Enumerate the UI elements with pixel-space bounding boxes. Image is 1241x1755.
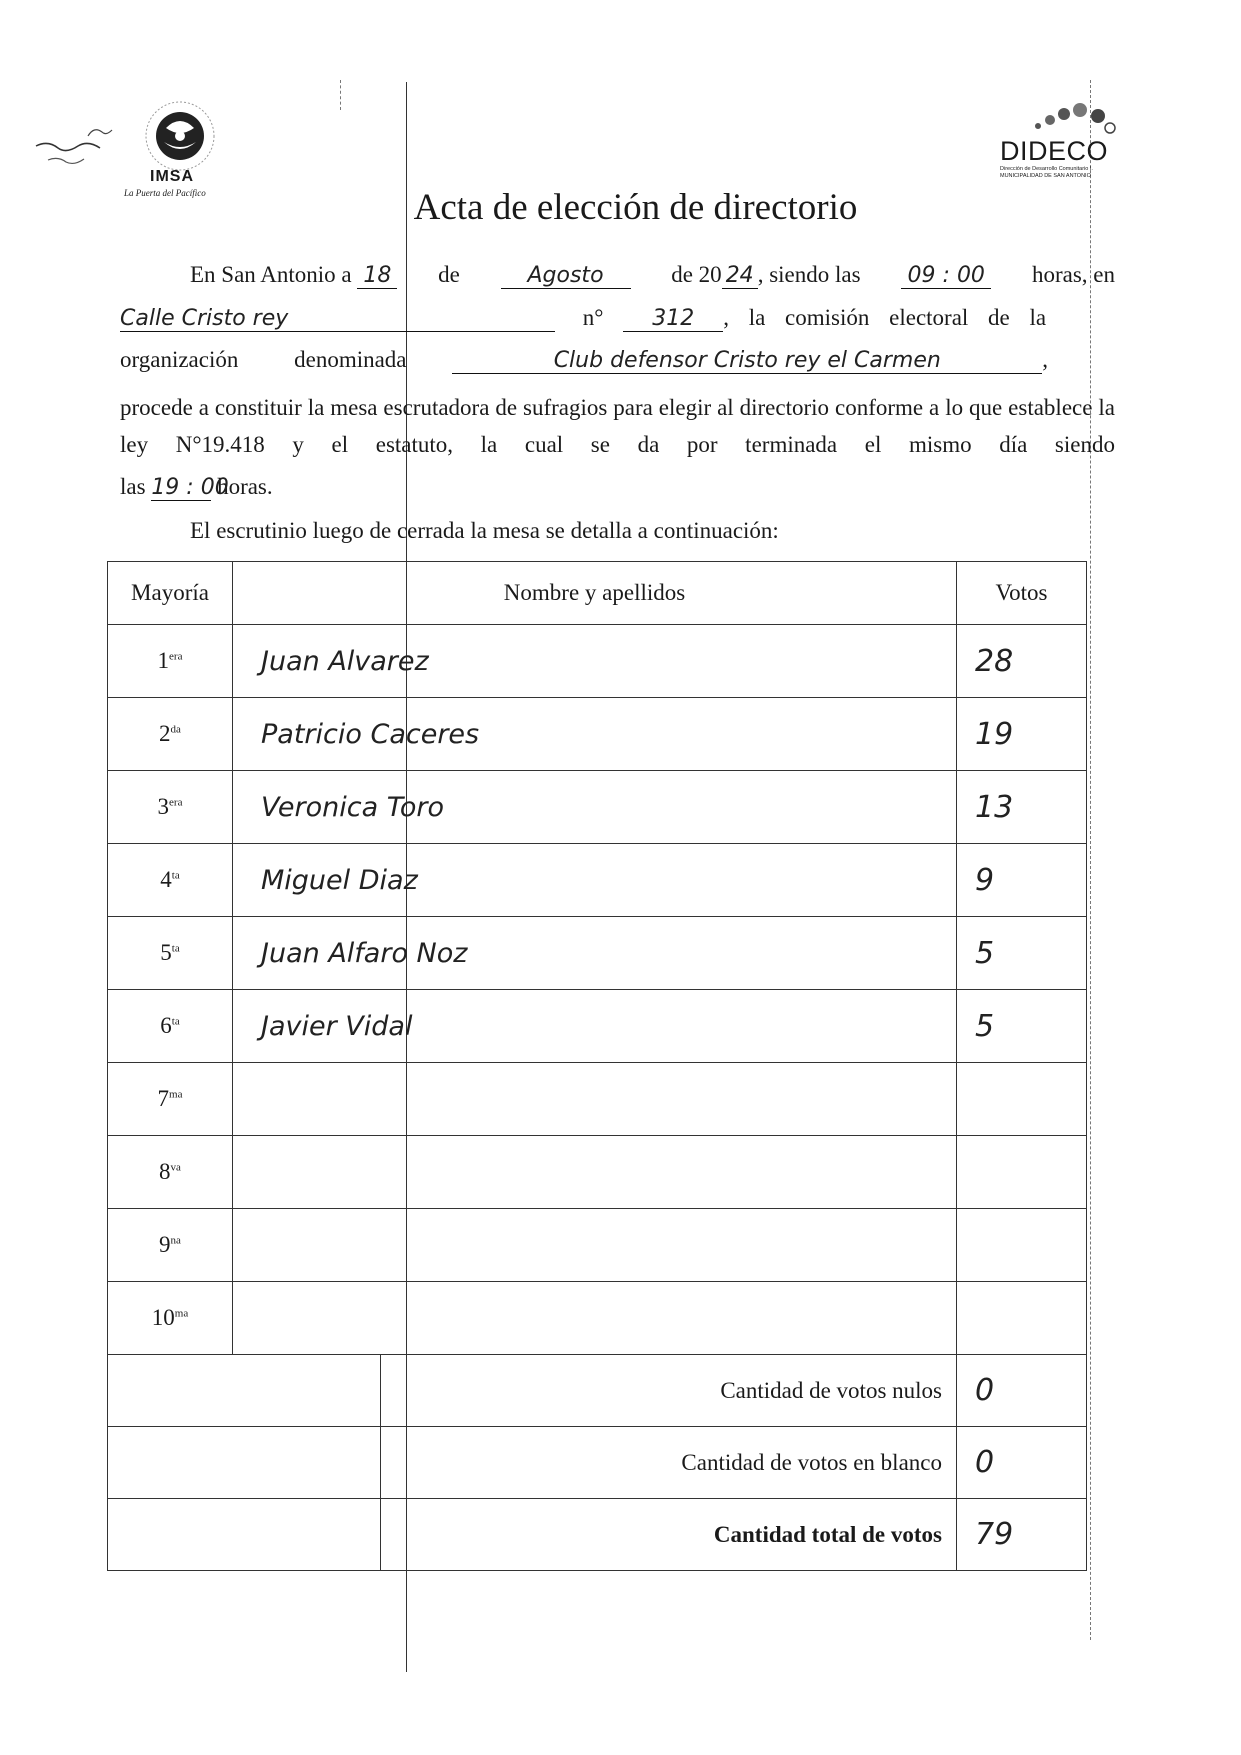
candidate-votes-cell — [957, 625, 1087, 698]
intro-text: , la comisión electoral de la — [723, 305, 1047, 330]
total-votes-value: 79 — [975, 1517, 1014, 1552]
table-row — [108, 1209, 1087, 1282]
address-value: Calle Cristo rey — [120, 306, 289, 331]
candidate-name: Juan Alfaro Noz — [261, 937, 468, 969]
intro-text: , — [1042, 347, 1049, 372]
intro-text: En San Antonio a 18 — [190, 262, 397, 289]
candidate-name-cell — [233, 844, 957, 917]
intro-text: horas. — [217, 474, 273, 499]
rank-suffix: ta — [171, 869, 180, 882]
rank-number: 4 — [160, 867, 172, 892]
rank-suffix: ma — [174, 1307, 189, 1320]
null-votes-cell — [957, 1355, 1087, 1427]
candidate-name-cell — [233, 1063, 957, 1136]
blank-votes-row — [108, 1427, 1087, 1499]
table-row — [108, 990, 1087, 1063]
candidate-votes-cell — [957, 917, 1087, 990]
table-row — [108, 771, 1087, 844]
empty-cell — [108, 1427, 381, 1498]
intro-text: las — [120, 474, 146, 499]
intro-line-1 — [120, 262, 1115, 289]
candidate-votes-cell — [957, 1063, 1087, 1136]
null-votes-value: 0 — [975, 1373, 995, 1408]
table-row — [108, 917, 1087, 990]
rank-cell — [108, 771, 233, 844]
rank-cell — [108, 1063, 233, 1136]
rank-cell — [108, 917, 233, 990]
dideco-logo-text: DIDECO — [1000, 136, 1109, 166]
number-value: 312 — [652, 306, 695, 331]
candidate-votes: 5 — [975, 1008, 995, 1044]
rank-cell — [108, 1136, 233, 1209]
candidate-votes-cell — [957, 698, 1087, 771]
candidate-votes: 9 — [975, 862, 995, 898]
rank-suffix: era — [169, 650, 183, 663]
rank-number: 7 — [157, 1086, 170, 1111]
total-votes-label: Cantidad total de votos — [713, 1521, 942, 1547]
rank-number: 3 — [157, 794, 170, 819]
scan-artifact-line — [340, 80, 341, 110]
table-header-row — [108, 562, 1087, 625]
rank-suffix: va — [170, 1161, 181, 1174]
end-time-value: 19 : 00 — [151, 475, 229, 500]
candidate-name-cell — [233, 698, 957, 771]
intro-line-end — [120, 474, 1115, 501]
candidate-name-cell — [233, 625, 957, 698]
rank-cell — [108, 698, 233, 771]
candidate-name-cell — [233, 1209, 957, 1282]
candidate-votes: 5 — [975, 935, 995, 971]
candidate-votes: 19 — [975, 716, 1014, 752]
rank-number: 6 — [160, 1013, 172, 1038]
empty-cell — [108, 1355, 381, 1426]
total-votes-row — [108, 1499, 1087, 1571]
candidate-name-cell — [233, 771, 957, 844]
summary-label-cell — [108, 1499, 957, 1571]
column-header-mayoria: Mayoría — [108, 562, 233, 625]
intro-text: horas, en — [1031, 262, 1115, 287]
intro-text: denominada — [294, 347, 407, 372]
document-title: Acta de elección de directorio — [413, 187, 858, 228]
rank-cell — [108, 625, 233, 698]
scrutiny-intro: El escrutinio luego de cerrada la mesa se detalla a continuación: — [190, 518, 779, 543]
table-row — [108, 1282, 1087, 1355]
null-votes-label: Cantidad de votos nulos — [720, 1377, 942, 1403]
table-row — [108, 844, 1087, 917]
column-header-nombre: Nombre y apellidos — [233, 562, 957, 625]
rank-number: 1 — [157, 648, 170, 673]
candidate-votes: 13 — [975, 789, 1014, 825]
rank-cell — [108, 1209, 233, 1282]
dideco-logo-tagline: Dirección de Desarrollo Comunitario I. MUNICIPALIDAD DE SAN ANTONIO — [1000, 166, 1093, 179]
candidate-name: Miguel Diaz — [261, 864, 418, 896]
imsa-logo-tagline: La Puerta del Pacífico — [124, 188, 206, 198]
summary-label-wrap — [108, 1355, 956, 1426]
rank-cell — [108, 1282, 233, 1355]
rank-suffix: era — [169, 796, 183, 809]
table-row — [108, 1063, 1087, 1136]
candidate-name-cell — [233, 990, 957, 1063]
blank-votes-cell — [957, 1427, 1087, 1499]
rank-suffix: ma — [169, 1088, 183, 1101]
null-votes-row — [108, 1355, 1087, 1427]
organization-name-value: Club defensor Cristo rey el Carmen — [553, 348, 941, 373]
intro-text: organización — [120, 347, 239, 372]
rank-suffix: ta — [171, 942, 180, 955]
votes-table — [107, 561, 1087, 1571]
candidate-name-cell — [233, 917, 957, 990]
rank-number: 8 — [159, 1159, 171, 1184]
candidate-votes-cell — [957, 1209, 1087, 1282]
blank-votes-value: 0 — [975, 1445, 995, 1480]
day-value: 18 — [363, 263, 392, 288]
table-row — [108, 625, 1087, 698]
candidate-votes-cell — [957, 1282, 1087, 1355]
candidate-name-cell — [233, 1282, 957, 1355]
summary-label-cell — [108, 1355, 957, 1427]
table-row — [108, 1136, 1087, 1209]
rank-suffix: da — [170, 723, 181, 736]
candidate-name: Javier Vidal — [261, 1010, 413, 1042]
rank-suffix: ta — [171, 1015, 180, 1028]
rank-number: 10 — [151, 1305, 175, 1330]
imsa-logo-text: IMSA — [150, 168, 194, 185]
rank-cell — [108, 844, 233, 917]
blank-votes-label: Cantidad de votos en blanco — [681, 1449, 942, 1475]
intro-text: n° — [582, 305, 604, 330]
candidate-votes-cell — [957, 1136, 1087, 1209]
candidate-votes-cell — [957, 844, 1087, 917]
candidate-name: Patricio Caceres — [261, 718, 480, 750]
rank-number: 2 — [159, 721, 171, 746]
candidate-votes: 28 — [975, 643, 1014, 679]
intro-line-3 — [120, 347, 1115, 374]
month-value: Agosto — [527, 263, 604, 288]
summary-label-wrap — [108, 1499, 956, 1570]
rank-suffix: na — [170, 1234, 181, 1247]
intro-line-2 — [120, 305, 1115, 332]
summary-label-wrap — [108, 1427, 956, 1498]
table-row — [108, 698, 1087, 771]
empty-cell — [108, 1499, 381, 1570]
rank-number: 5 — [160, 940, 172, 965]
intro-text: de 20 24 , siendo las — [671, 262, 861, 288]
year-value: 24 — [725, 263, 754, 288]
candidate-votes-cell — [957, 990, 1087, 1063]
total-votes-cell — [957, 1499, 1087, 1571]
candidate-name: Veronica Toro — [261, 791, 445, 823]
intro-text: de — [438, 262, 460, 287]
candidate-votes-cell — [957, 771, 1087, 844]
candidate-name-cell — [233, 1136, 957, 1209]
column-header-votos: Votos — [957, 562, 1087, 625]
rank-cell — [108, 990, 233, 1063]
summary-label-cell — [108, 1427, 957, 1499]
intro-body: procede a constituir la mesa escrutadora de sufragios para elegir al directorio conforme a lo que establece la ley N°19.418 y el estatuto, la cual se da por terminada el mismo día siendo — [120, 395, 1115, 457]
candidate-name: Juan Alvarez — [261, 645, 429, 677]
rank-number: 9 — [159, 1232, 171, 1257]
start-time-value: 09 : 00 — [907, 263, 985, 288]
